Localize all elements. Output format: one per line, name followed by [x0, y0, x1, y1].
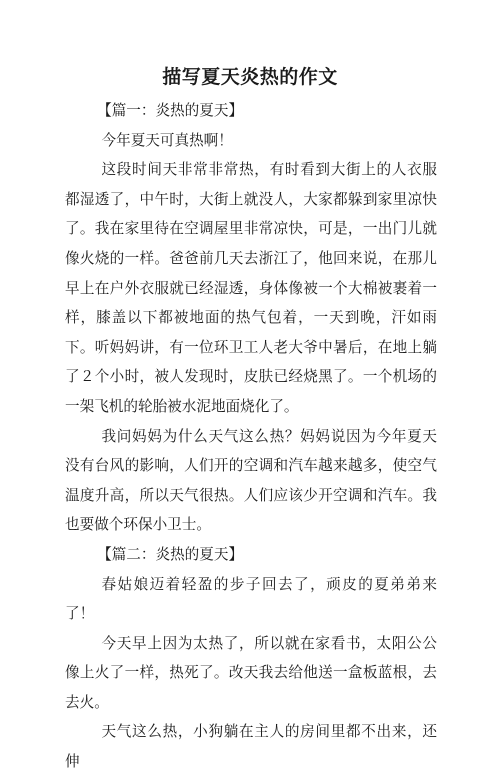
paragraph: 春姑娘迈着轻盈的步子回去了，顽皮的夏弟弟来了！	[65, 575, 437, 623]
paragraph: 我问妈妈为什么天气这么热？妈妈说因为今年夏天没有台风的影响，人们开的空调和汽车越来越多，使空气温度升高，所以天气很热。人们应该少开空调和汽车。我也要做个环保小卫士。	[65, 427, 437, 534]
paragraph: 天气这么热，小狗躺在主人的房间里都不出来，还伸	[65, 723, 437, 771]
section-heading-1: 【篇一：炎热的夏天】	[97, 102, 244, 119]
paragraph: 今年夏天可真热啊！	[101, 131, 233, 149]
document-title: 描写夏天炎热的作文	[162, 66, 338, 88]
paragraph: 今天早上因为太热了，所以就在家看书，太阳公公像上火了一样，热死了。改天我去给他送一盒板蓝根，去去火。	[65, 634, 437, 711]
section-heading-2: 【篇二：炎热的夏天】	[97, 545, 244, 563]
paragraph: 这段时间天非常非常热，有时看到大街上的人衣服都湿透了，中午时，大街上就没人，大家都躲到家里凉快了。我在家里待在空调屋里非常凉快，可是，一出门儿就像火烧的一样。爸爸前几天去浙江了，他回来说，在那儿早上在户外衣服就已经湿透，身体像被一个大棉被裹着一样，膝盖以下都被地面的热气包着，一天到晚，汗如雨下。听妈妈讲，有一位环卫工人老大爷中暑后，在地上躺了２个小时，被人发现时，皮肤已经烧黑了。一个机场的一架飞机的轮胎被水泥地面烧化了。	[65, 161, 437, 415]
document-body	[65, 96, 437, 777]
